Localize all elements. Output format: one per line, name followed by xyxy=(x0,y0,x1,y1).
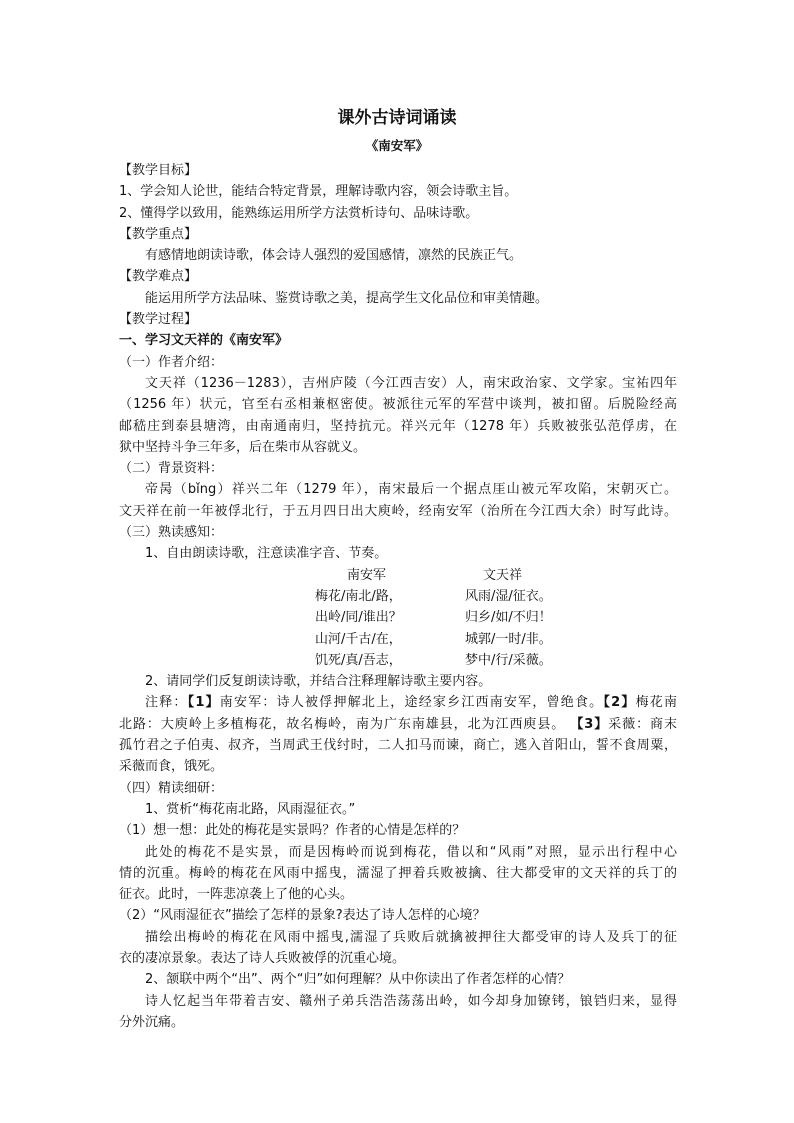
answer-line: 衣的凄凉景象。表达了诗人兵败被俘的沉重心境。 xyxy=(119,950,406,966)
notes-line: 采薇而食，饿死。 xyxy=(119,759,224,775)
answer-line: 诗人忆起当年带着吉安、赣州子弟兵浩浩荡荡出岭，如今却身加镣铐，锒铛归来，显得 xyxy=(145,993,677,1009)
note-tag: 【2】 xyxy=(603,695,636,711)
text-line: 2、请同学们反复朗读诗歌，并结合注释理解诗歌主要内容。 xyxy=(145,674,492,690)
notes-line xyxy=(119,714,677,735)
subsection-heading: （一）作者介绍： xyxy=(119,354,224,370)
note-text: 北路：大庾岭上多植梅花，故名梅岭，南为广东南雄县，北为江西庾县。 xyxy=(119,716,566,732)
section-heading: 【教学难点】 xyxy=(119,269,198,285)
poem-line: 梦中/行/采薇。 xyxy=(465,652,552,668)
notes-line: 孤竹君之子伯夷、叔齐，当周武王伐纣时，二人扣马而谏，商亡，逃入首阳山，誓不食周粟， xyxy=(119,738,677,754)
subsection-heading: （四）精读细研： xyxy=(119,780,224,796)
question-line: 2、颔联中两个“出”、两个“归”如何理解？从中你读出了作者怎样的心情？ xyxy=(145,972,571,988)
text-line: 狱中坚持斗争三年多，后在柴市从容就义。 xyxy=(119,439,367,455)
poem-line: 城郭/一时/非。 xyxy=(465,631,552,647)
text-line: 邮嵇庄到泰县塘湾，由南通南归，坚持抗元。祥兴元年（1278 年）兵败被张弘范俘虏，在 xyxy=(119,418,677,434)
section-heading: 【教学过程】 xyxy=(119,312,198,328)
section-heading: 【教学重点】 xyxy=(119,226,198,242)
poem-block xyxy=(315,565,677,671)
text-line: 文天祥在前一年被俘北行，于五月四日出大庾岭，经南安军（治所在今江西大余）时写此诗。 xyxy=(119,503,677,519)
poem-line: 风雨/湿/征衣。 xyxy=(465,588,552,604)
poem-title: 南安军 xyxy=(347,567,387,583)
note-tag: 【1】 xyxy=(187,695,220,711)
notes-label: 注释： xyxy=(145,695,188,711)
text-line: 能运用所学方法品味、鉴赏诗歌之美，提高学生文化品位和审美情趣。 xyxy=(145,290,549,306)
page-title: 课外古诗词诵读 xyxy=(337,108,457,128)
subsection-heading: （二）背景资料： xyxy=(119,461,224,477)
document-body xyxy=(119,160,677,1033)
notes-line xyxy=(119,692,677,713)
poem-line: 梅花/南北/路， xyxy=(315,588,402,604)
note-text: 南安军：诗人被俘押解北上，途经家乡江西南安军，曾绝食。 xyxy=(219,695,604,711)
poem-line: 山河/千古/在， xyxy=(315,631,402,647)
answer-line: 分外沉痛。 xyxy=(119,1014,185,1030)
section-heading: 【教学目标】 xyxy=(119,163,198,178)
note-text: 采薇：商末 xyxy=(608,716,677,732)
answer-line: 描绘出梅岭的梅花在风雨中摇曳,濡湿了兵败后就擒被押往大都受审的诗人及兵丁的征 xyxy=(145,929,677,945)
answer-line: 征衣。此时，一阵悲凉袭上了他的心头。 xyxy=(119,887,354,903)
poem-line: 饥死/真/吾志， xyxy=(315,652,402,668)
text-line: （1256 年）状元，官至右丞相兼枢密使。被派往元军的军营中谈判，被扣留。后脱险经高 xyxy=(119,397,677,413)
question-line: （1）想一想：此处的梅花是实景吗？作者的心情是怎样的？ xyxy=(119,823,466,839)
text-line: 1、自由朗读诗歌，注意读准字音、节奏。 xyxy=(145,546,388,562)
note-tag: 【3】 xyxy=(570,716,609,732)
text-line: 有感情地朗读诗歌，体会诗人强烈的爱国感情，凛然的民族正气。 xyxy=(145,248,523,264)
subsection-heading: （三）熟读感知： xyxy=(119,525,224,541)
text-line: 文天祥（1236－1283），吉州庐陵（今江西吉安）人，南宋政治家、文学家。宝祐四年 xyxy=(145,375,677,391)
question-line: （2）“风雨湿征衣”描绘了怎样的景象?表达了诗人怎样的心境？ xyxy=(119,908,486,924)
text-line: 帝昺（bǐng）祥兴二年（1279 年），南宋最后一个据点厓山被元军攻陷，宋朝灭亡。 xyxy=(145,482,677,498)
poem-author: 文天祥 xyxy=(483,567,523,583)
answer-line: 情的沉重。梅岭的梅花在风雨中摇曳，濡湿了押着兵败被擒、往大都受审的文天祥的兵丁的 xyxy=(119,865,677,881)
page-subtitle: 《南安军》 xyxy=(365,138,429,153)
poem-line: 归乡/如/不归！ xyxy=(465,610,552,626)
question-line: 1、赏析“梅花南北路，风雨湿征衣。” xyxy=(145,801,356,817)
note-text: 梅花南 xyxy=(635,695,677,711)
text-line: 2、懂得学以致用，能熟练运用所学方法赏析诗句、品味诗歌。 xyxy=(119,205,479,221)
text-line: 1、学会知人论世，能结合特定背景，理解诗歌内容，领会诗歌主旨。 xyxy=(119,184,518,200)
section-title: 一、学习文天祥的《南安军》 xyxy=(119,333,289,349)
answer-line: 此处的梅花不是实景，而是因梅岭而说到梅花，借以和“风雨”对照，显示出行程中心 xyxy=(145,844,677,860)
poem-line: 出岭/同/谁出？ xyxy=(315,610,402,626)
